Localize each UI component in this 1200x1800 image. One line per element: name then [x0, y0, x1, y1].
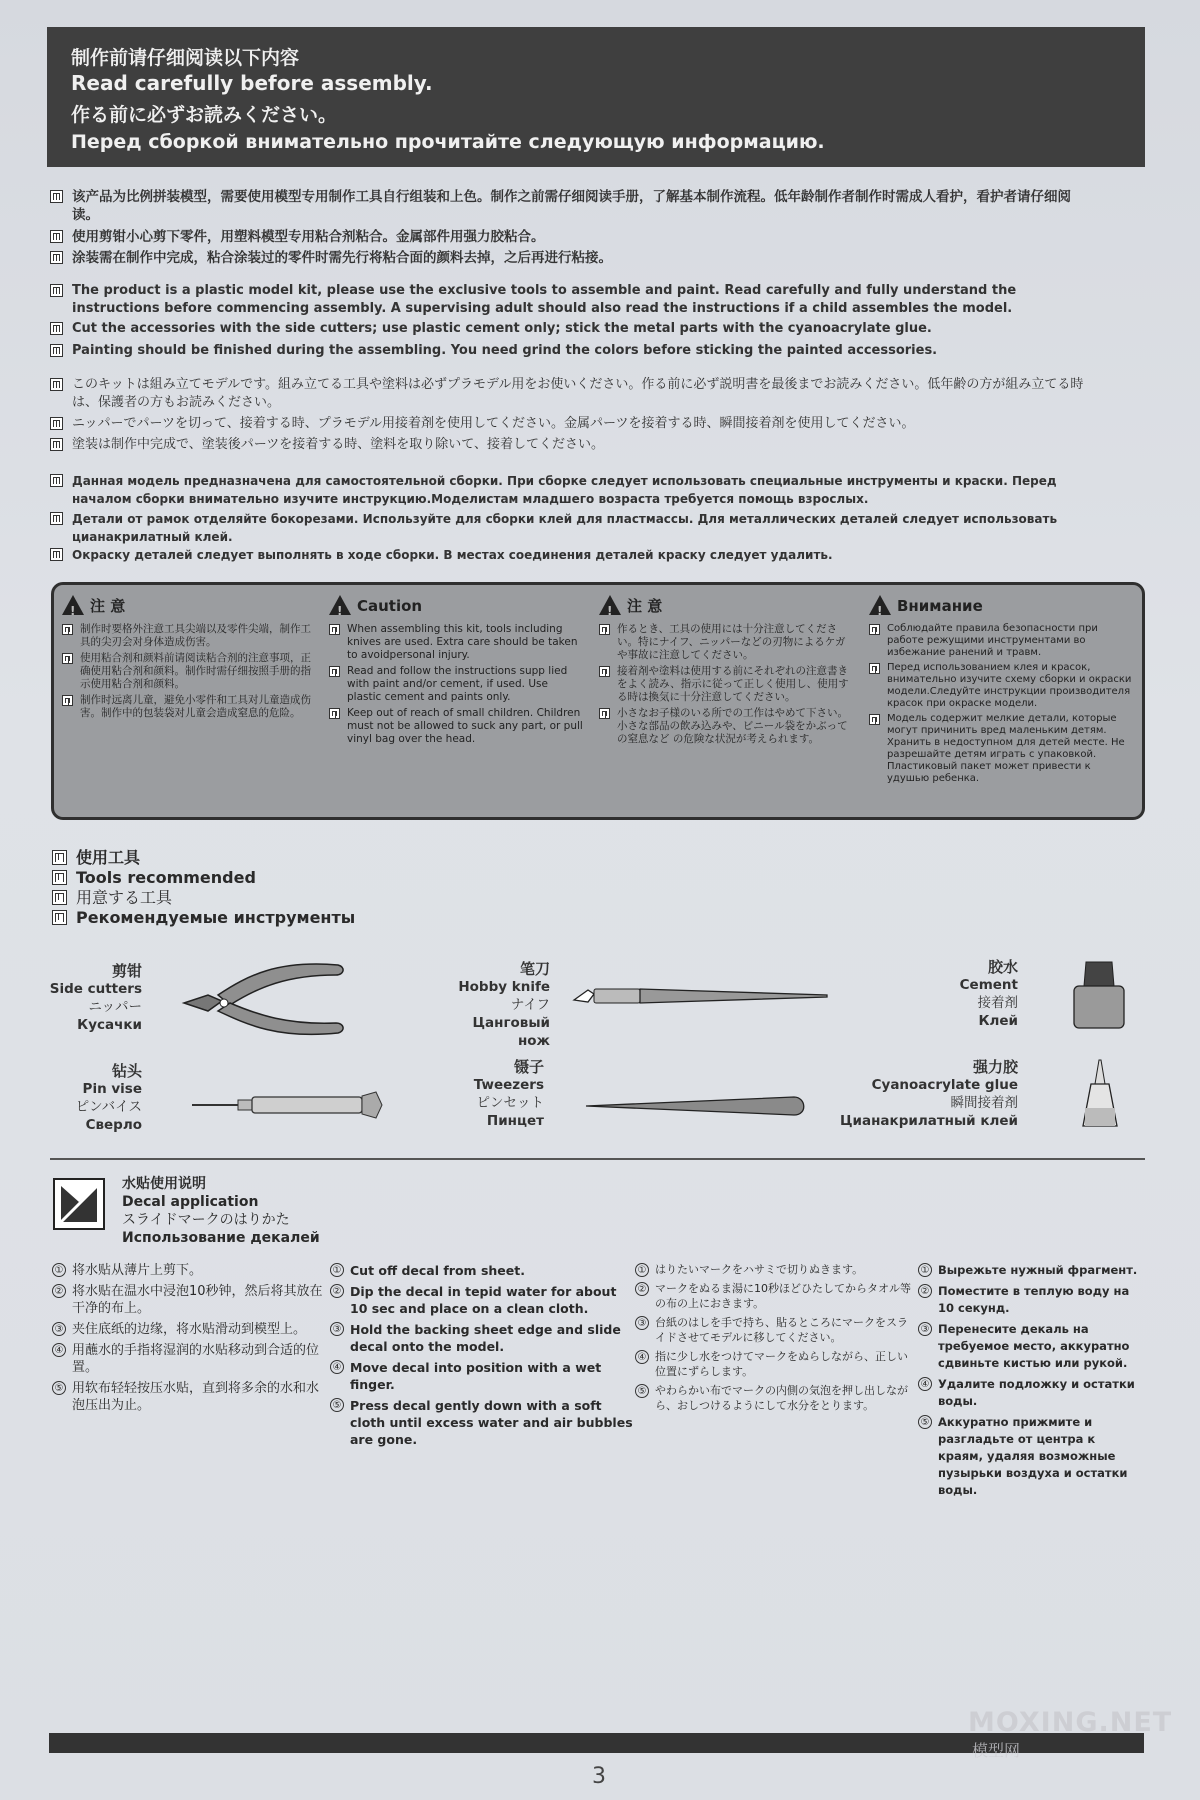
intro-ru-2: Детали от рамок отделяйте бокорезами. Используйте для сборки клей для пластмассы. Для металлических деталей следует использовать цианакрилатный клей.	[50, 510, 1090, 546]
side-cutters-icon	[178, 955, 348, 1043]
caution-col-en: ! Caution When assembling this kit, tools including knives are used. Extra care should be taken to avoidpersonal injury. Read and follow the instructions supp lied with paint and/or cement, if used. Use plastic cement and paints only. Keep out of reach of small children. Children must not be allowed to suck any part, or pull vinyl bag over the head.	[329, 595, 584, 749]
page-number: 3	[592, 1764, 606, 1789]
hobby-knife-icon	[572, 982, 837, 1012]
tweezers-icon	[584, 1094, 810, 1118]
watermark: MOXING.NET	[968, 1707, 1173, 1738]
intro-ru-1: Данная модель предназначена для самостоятельной сборки. При сборке следует использовать специальные инструменты и краски. Перед началом сборки внимательно изучите инструкцию.Моделистам младшего возраста требуется помощь взрослых.	[50, 472, 1090, 508]
intro-zh-1: 该产品为比例拼装模型，需要使用模型专用制作工具自行组装和上色。制作之前需仔细阅读手册，了解基本制作流程。低年龄制作者制作时需成人看护，看护者请仔细阅读。	[50, 188, 1090, 224]
intro-zh-3: 涂装需在制作中完成，粘合涂装过的零件时需先行将粘合面的颜料去掉，之后再进行粘接。	[50, 249, 1090, 267]
tool-cement: 胶水 Cement 接着剤 Клей	[959, 958, 1018, 1029]
tools-header: 使用工具 Tools recommended 用意する工具 Рекомендуемые инструменты	[52, 848, 355, 928]
decal-col-ja: ① はりたいマークをハサミで切りぬきます。 ② マークをぬるま湯に10秒ほどひたしてからタオル等の布の上におきます。 ③ 台紙のはしを手で持ち、貼るところにマークをスライドさせてモデルに移してください。 ④ 指に少し水をつけてマークをぬらしながら、正しい位置にずらします。 ⑤ やわらかい布でマークの内側の気泡を押し出しながら、おしつけるようにして水分をとります。	[635, 1262, 915, 1417]
caution-box	[51, 582, 1145, 820]
warning-icon	[62, 595, 84, 615]
header-en: Read carefully before assembly.	[71, 71, 433, 95]
manual-icon	[50, 344, 63, 357]
intro-en-3: Painting should be finished during the assembling. You need grind the colors before sticking the painted accessories.	[50, 342, 1090, 360]
manual-icon	[50, 474, 63, 487]
intro-ja-2: ニッパーでパーツを切って、接着する時、プラモデル用接着剤を使用してください。金属パーツを接着する時、瞬間接着剤を使用してください。	[50, 415, 1090, 433]
decal-col-en: ① Cut off decal from sheet. ② Dip the decal in tepid water for about 10 sec and place on a clean cloth. ③ Hold the backing sheet edge and slide decal onto the model. ④ Move decal into position with a wet finger. ⑤ Press decal gently down with a soft cloth until excess water and air bubbles are gone.	[330, 1262, 635, 1452]
header-ja: 作る前に必ずお読みください。	[71, 104, 338, 126]
intro-zh-2: 使用剪钳小心剪下零件，用塑料模型专用粘合剂粘合。金属部件用强力胶粘合。	[50, 228, 1090, 246]
header-banner	[47, 27, 1145, 167]
manual-icon	[50, 251, 63, 264]
warning-icon	[869, 595, 891, 615]
watermark-sub: 模型网	[972, 1741, 1021, 1760]
manual-icon	[50, 378, 63, 391]
manual-icon	[50, 190, 63, 203]
warning-icon	[599, 595, 621, 615]
intro-ja-1: このキットは組み立てモデルです。組み立てる工具や塗料は必ずプラモデル用をお使いください。作る前に必ず説明書を最後までお読みください。低年齢の方が組み立てる時は、保護者の方もお読みください。	[50, 376, 1090, 412]
tool-hobby-knife: 笔刀 Hobby knife ナイフ Цанговый нож	[458, 960, 550, 1049]
intro-ru-3: Окраску деталей следует выполнять в ходе сборки. В местах соединения деталей краску следует удалить.	[50, 546, 1090, 564]
manual-icon	[50, 322, 63, 335]
decal-col-ru: ① Вырежьте нужный фрагмент. ② Поместите в теплую воду на 10 секунд. ③ Перенесите декаль на требуемое место, аккуратно сдвиньте кистью или рукой. ④ Удалите подложку и остатки воды. ⑤ Аккуратно прижмите и разгладьте от центра к краям, удаляя возможные пузырьки воздуха и остатки воды.	[918, 1262, 1143, 1503]
decal-col-zh: ① 将水贴从薄片上剪下。 ② 将水贴在温水中浸泡10秒钟，然后将其放在干净的布上。 ③ 夹住底纸的边缘，将水贴滑动到模型上。 ④ 用蘸水的手指将湿润的水贴移动到合适的位置。 ⑤ 用软布轻轻按压水贴，直到将多余的水和水泡压出为止。	[52, 1262, 327, 1418]
decal-header: 水贴使用说明 Decal application スライドマークのはりかた Использование декалей	[122, 1176, 320, 1246]
pin-vise-icon	[190, 1090, 390, 1120]
intro-en-1: The product is a plastic model kit, please use the exclusive tools to assemble and paint. Read carefully and fully understand the instructions before commencing assembly. A supervising adult should also read the instructions if a child assembles the model.	[50, 282, 1090, 318]
manual-icon	[50, 548, 63, 561]
tool-pin-vise: 钻头 Pin vise ピンバイス Сверло	[75, 1062, 142, 1133]
decal-icon	[53, 1178, 105, 1230]
section-divider	[50, 1158, 1145, 1160]
warning-icon	[329, 595, 351, 615]
manual-icon	[50, 512, 63, 525]
caution-col-zh: ! 注 意 制作时要格外注意工具尖端以及零件尖端，制作工具的尖刃会对身体造成伤害。 使用粘合剂和颜料前请阅读粘合剂的注意事项，正确使用粘合剂和颜料。制作时需仔细按照手册的指示使用粘合剂和颜料。 制作时远离儿童，避免小零件和工具对儿童造成伤害。制作中的包装袋对儿童会造成窒息的危险。	[62, 595, 317, 723]
header-zh: 制作前请仔细阅读以下内容	[71, 47, 300, 69]
manual-icon	[50, 230, 63, 243]
manual-icon	[50, 284, 63, 297]
caution-col-ja: ! 注 意 作るとき、工具の使用には十分注意してください。特にナイフ、ニッパーなどの刃物によるケガや事故に注意してください。 接着剤や塗料は使用する前にそれぞれの注意書きをよく読み、指示に従って正しく使用し、使用する時は換気に十分注意してください。 小さなお子様のいる所での工作はやめて下さい。小さな部品の飲み込みや、ビニール袋をかぶっての窒息など の危険な状況が考えられます。	[599, 595, 854, 749]
manual-icon	[50, 417, 63, 430]
cement-bottle-icon	[1068, 958, 1130, 1030]
tool-tweezers: 镊子 Tweezers ピンセット Пинцет	[473, 1058, 544, 1129]
tool-side-cutters: 剪钳 Side cutters ニッパー Кусачки	[49, 962, 142, 1033]
manual-icon	[50, 438, 63, 451]
header-ru: Перед сборкой внимательно прочитайте следующую информацию.	[71, 131, 825, 153]
tool-glue: 强力胶 Cyanoacrylate glue 瞬間接着剤 Цианакрилатный клей	[840, 1058, 1018, 1129]
caution-col-ru: ! Внимание Соблюдайте правила безопасности при работе режущими инструментами во избежание ранений и травм. Перед использованием клея и красок, внимательно изучите схему сборки и окраски модели.Следуйте инструкции производителя красок при окраске модели. Модель содержит мелкие детали, которые могут причинить вред маленьким детям. Хранить в недоступном для детей месте. Не разрешайте детям играть с упаковкой. Пластиковый пакет может привести к удушью ребенка.	[869, 595, 1134, 788]
intro-en-2: Cut the accessories with the side cutters; use plastic cement only; stick the metal parts with the cyanoacrylate glue.	[50, 320, 1090, 338]
glue-bottle-icon	[1075, 1058, 1125, 1130]
intro-ja-3: 塗装は制作中完成で、塗装後パーツを接着する時、塗料を取り除いて、接着してください。	[50, 436, 1090, 454]
